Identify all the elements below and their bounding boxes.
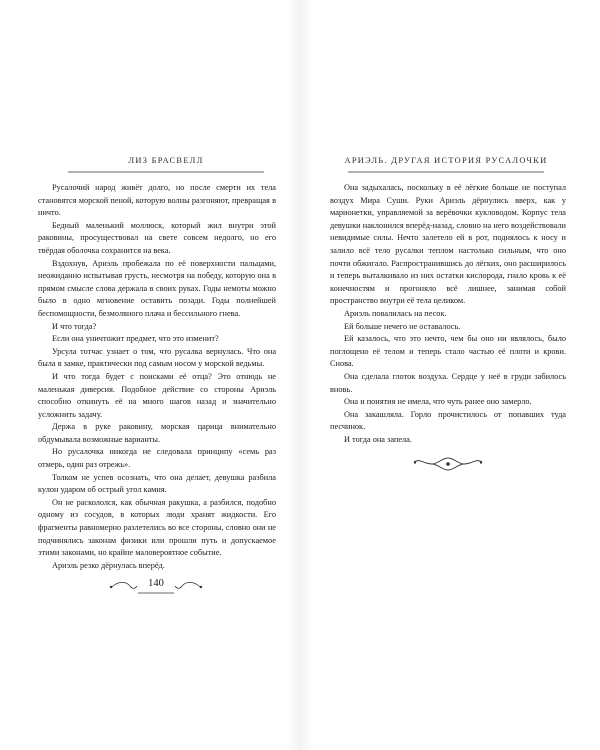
paragraph: Она задыхалась, поскольку в её лёгкие больше не поступал воздух Мира Суши. Руки Ариэль дёрнулись вверх, как у марионетки, управляемой за верёвочки кукловодом. Корпус тела девушки наклонился вперёд-назад, словно на него воздействовали невидимые силы. Нечто залетело ей в рот, поднялось к носу и залило всё тело русалки теплом настолько сильным, что оно почти обжигало. Распространившись до лёгких, оно расширилось и теперь выталкивало из них остатки кислорода, гнало кровь к её конечностям и прогоняло всё лишнее, занимая собой пространство внутри её тела целиком. (330, 183, 566, 306)
paragraph: Урсула тотчас узнает о том, что русалка вернулась. Что она была в замке, практически под самым носом у морской ведьмы. (38, 346, 276, 369)
right-running-head: АРИЭЛЬ. ДРУГАЯ ИСТОРИЯ РУСАЛОЧКИ (344, 156, 548, 165)
paragraph: Ей казалось, что это нечто, чем бы оно ни являлось, было поглощено её телом и теперь стало частью её плоти и крови. Снова. (330, 334, 566, 369)
paragraph: Она сделала глоток воздуха. Сердце у неё в груди забилось вновь. (330, 371, 566, 394)
page-number: 140 (148, 578, 164, 589)
paragraph: Вздохнув, Ариэль пробежала по её поверхности пальцами, неожиданно испытывая грусть, несмотря на победу, которую она в прямом смысле слова держала в своих руках. Годы немоты можно было в одно мгновение оставить позади. Годы полнейшей беспомощности, безмолвного плача и бессильного гнева. (38, 258, 276, 318)
paragraph: Ариэль резко дёрнулась вперёд. (52, 560, 165, 570)
paragraph: Она и понятия не имела, что чуть ранее оно замерло. (344, 397, 532, 407)
paragraph: Ей больше нечего не оставалось. (344, 321, 461, 331)
paragraph: Бедный маленький моллюск, который жил внутри этой раковины, просуществовал на свете совсем недолго, но его твёрдая оболочка сохранится на века. (38, 220, 276, 255)
right-head-rule-ornament (348, 168, 544, 176)
left-running-head: ЛИЗ БРАСВЕЛЛ (128, 156, 204, 165)
paragraph: И что тогда будет с поисками её отца? Это отнюдь не маленькая диверсия. Подобное действие со стороны Ариэль способно откинуть её на много шагов назад и значительно усложнить задачу. (38, 371, 276, 419)
right-body-text (330, 182, 566, 474)
chapter-end-flourish-icon (412, 454, 484, 474)
paragraph: И тогда она запела. (344, 434, 412, 444)
left-head-rule-ornament (68, 168, 264, 176)
paragraph: Если она уничтожит предмет, что это изменит? (52, 334, 219, 344)
paragraph: Она закашляла. Горло прочистилось от попавших туда песчинок. (330, 409, 566, 432)
paragraph: Но русалочка никогда не следовала принципу «семь раз отмерь, один раз отрежь». (38, 447, 276, 470)
paragraph: И что тогда? (52, 321, 97, 331)
paragraph: Русалочий народ живёт долго, но после смерти их тела становятся морской пеной, которую волны разгоняют, превращая в ничто. (38, 183, 276, 218)
paragraph: Держа в руке раковину, морская царица внимательно обдумывала возможные варианты. (38, 422, 276, 444)
right-page (300, 0, 600, 750)
paragraph: Ариэль повалилась на песок. (344, 308, 447, 318)
paragraph: Он не раскололся, как обычная ракушка, а разбился, подобно одному из сосудов, в которых люди хранят жидкости. Его фрагменты равномерно разлетелись во все стороны, словно они не подчинялись законам физики или прошли путь и допускаемое этими законами, но крайне маловероятное событие. (38, 497, 276, 558)
right-paragraphs (330, 182, 566, 446)
paragraph: Толком не успев осознать, что она делает, девушка разбила кулон ударом об острый угол камня. (38, 472, 276, 495)
left-body-text (38, 182, 276, 572)
